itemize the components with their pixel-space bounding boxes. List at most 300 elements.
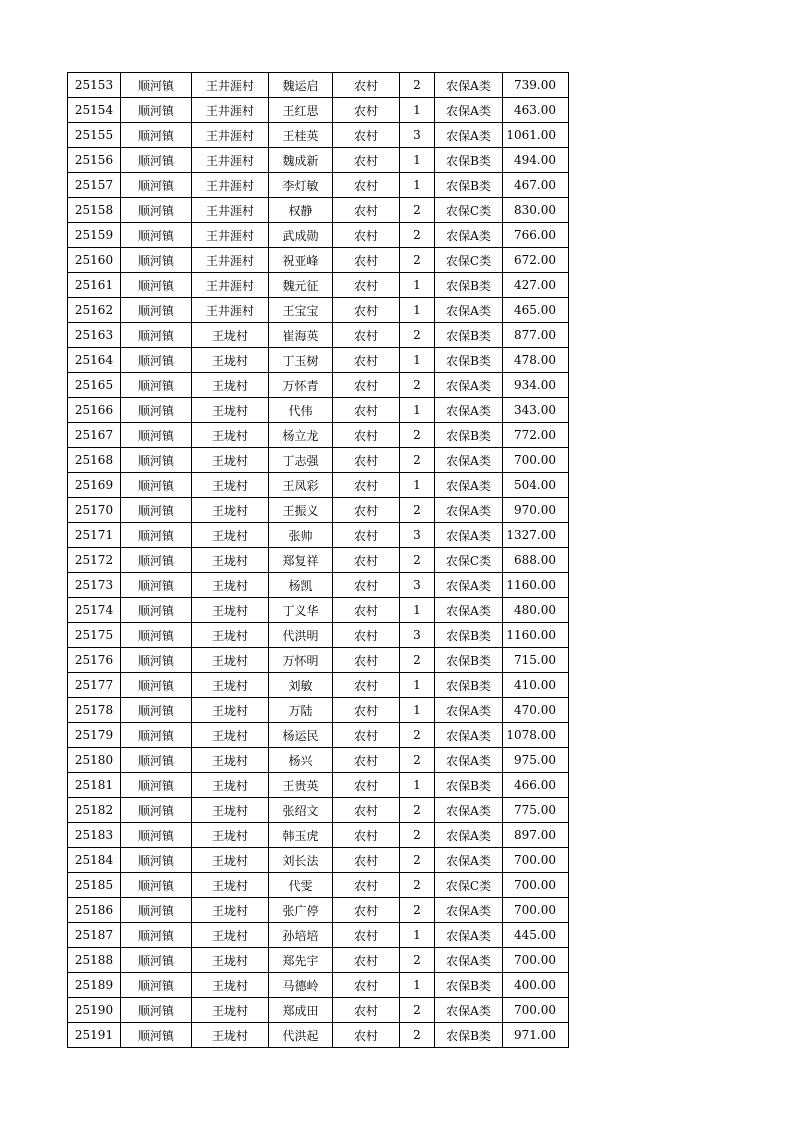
cell-town: 顺河镇 (121, 298, 192, 323)
cell-amount: 700.00 (503, 898, 569, 923)
cell-insurance-category: 农保A类 (435, 398, 503, 423)
cell-household-type: 农村 (333, 398, 400, 423)
cell-town: 顺河镇 (121, 598, 192, 623)
cell-amount: 400.00 (503, 973, 569, 998)
cell-record-id: 25182 (68, 798, 121, 823)
table-row (68, 623, 569, 648)
cell-village: 王垅村 (192, 648, 269, 673)
table-row (68, 98, 569, 123)
cell-town: 顺河镇 (121, 648, 192, 673)
table-row (68, 323, 569, 348)
cell-household-type: 农村 (333, 623, 400, 648)
cell-record-id: 25162 (68, 298, 121, 323)
cell-household-type: 农村 (333, 573, 400, 598)
cell-member-count: 2 (400, 1023, 435, 1048)
cell-amount: 1327.00 (503, 523, 569, 548)
cell-town: 顺河镇 (121, 123, 192, 148)
table-row (68, 648, 569, 673)
cell-insurance-category: 农保A类 (435, 573, 503, 598)
table-row (68, 548, 569, 573)
table-row (68, 1023, 569, 1048)
table-row (68, 148, 569, 173)
cell-person-name: 魏成新 (269, 148, 333, 173)
cell-town: 顺河镇 (121, 73, 192, 98)
cell-insurance-category: 农保B类 (435, 348, 503, 373)
table-row (68, 448, 569, 473)
cell-person-name: 刘长法 (269, 848, 333, 873)
cell-person-name: 杨立龙 (269, 423, 333, 448)
cell-village: 王垅村 (192, 798, 269, 823)
table-row (68, 298, 569, 323)
cell-member-count: 1 (400, 348, 435, 373)
cell-insurance-category: 农保A类 (435, 823, 503, 848)
cell-amount: 688.00 (503, 548, 569, 573)
cell-record-id: 25160 (68, 248, 121, 273)
cell-household-type: 农村 (333, 173, 400, 198)
table-row (68, 998, 569, 1023)
cell-member-count: 2 (400, 823, 435, 848)
cell-household-type: 农村 (333, 423, 400, 448)
cell-member-count: 1 (400, 473, 435, 498)
cell-village: 王井涯村 (192, 148, 269, 173)
cell-person-name: 丁义华 (269, 598, 333, 623)
cell-household-type: 农村 (333, 523, 400, 548)
cell-person-name: 王凤彩 (269, 473, 333, 498)
cell-household-type: 农村 (333, 98, 400, 123)
cell-person-name: 权静 (269, 198, 333, 223)
cell-town: 顺河镇 (121, 448, 192, 473)
cell-town: 顺河镇 (121, 823, 192, 848)
cell-household-type: 农村 (333, 373, 400, 398)
cell-village: 王垅村 (192, 448, 269, 473)
cell-amount: 494.00 (503, 148, 569, 173)
cell-town: 顺河镇 (121, 798, 192, 823)
cell-record-id: 25159 (68, 223, 121, 248)
cell-village: 王垅村 (192, 423, 269, 448)
cell-record-id: 25172 (68, 548, 121, 573)
table-row (68, 798, 569, 823)
cell-amount: 971.00 (503, 1023, 569, 1048)
cell-town: 顺河镇 (121, 898, 192, 923)
cell-insurance-category: 农保C类 (435, 248, 503, 273)
cell-town: 顺河镇 (121, 973, 192, 998)
cell-amount: 466.00 (503, 773, 569, 798)
cell-member-count: 2 (400, 873, 435, 898)
cell-household-type: 农村 (333, 748, 400, 773)
cell-town: 顺河镇 (121, 948, 192, 973)
cell-member-count: 3 (400, 123, 435, 148)
cell-town: 顺河镇 (121, 523, 192, 548)
cell-household-type: 农村 (333, 223, 400, 248)
cell-insurance-category: 农保B类 (435, 173, 503, 198)
cell-village: 王垅村 (192, 898, 269, 923)
cell-record-id: 25186 (68, 898, 121, 923)
cell-insurance-category: 农保A类 (435, 498, 503, 523)
cell-member-count: 2 (400, 948, 435, 973)
cell-town: 顺河镇 (121, 998, 192, 1023)
cell-village: 王垅村 (192, 998, 269, 1023)
cell-record-id: 25189 (68, 973, 121, 998)
cell-town: 顺河镇 (121, 198, 192, 223)
cell-record-id: 25187 (68, 923, 121, 948)
table-row (68, 748, 569, 773)
cell-town: 顺河镇 (121, 423, 192, 448)
cell-insurance-category: 农保B类 (435, 648, 503, 673)
cell-town: 顺河镇 (121, 323, 192, 348)
cell-amount: 480.00 (503, 598, 569, 623)
cell-amount: 465.00 (503, 298, 569, 323)
table-row (68, 398, 569, 423)
table-row (68, 673, 569, 698)
cell-amount: 830.00 (503, 198, 569, 223)
cell-insurance-category: 农保A类 (435, 898, 503, 923)
cell-member-count: 1 (400, 973, 435, 998)
cell-record-id: 25163 (68, 323, 121, 348)
table-row (68, 698, 569, 723)
cell-household-type: 农村 (333, 998, 400, 1023)
cell-member-count: 2 (400, 998, 435, 1023)
cell-amount: 700.00 (503, 948, 569, 973)
cell-person-name: 丁玉树 (269, 348, 333, 373)
cell-amount: 970.00 (503, 498, 569, 523)
cell-record-id: 25170 (68, 498, 121, 523)
cell-member-count: 1 (400, 923, 435, 948)
cell-household-type: 农村 (333, 448, 400, 473)
cell-amount: 1160.00 (503, 623, 569, 648)
cell-town: 顺河镇 (121, 548, 192, 573)
cell-person-name: 王红思 (269, 98, 333, 123)
cell-village: 王垅村 (192, 323, 269, 348)
cell-town: 顺河镇 (121, 223, 192, 248)
cell-town: 顺河镇 (121, 98, 192, 123)
cell-person-name: 王贵英 (269, 773, 333, 798)
cell-member-count: 2 (400, 848, 435, 873)
cell-town: 顺河镇 (121, 148, 192, 173)
cell-town: 顺河镇 (121, 848, 192, 873)
cell-record-id: 25190 (68, 998, 121, 1023)
cell-member-count: 1 (400, 598, 435, 623)
cell-person-name: 万陆 (269, 698, 333, 723)
cell-record-id: 25184 (68, 848, 121, 873)
cell-insurance-category: 农保A类 (435, 698, 503, 723)
cell-insurance-category: 农保A类 (435, 223, 503, 248)
cell-insurance-category: 农保C类 (435, 548, 503, 573)
cell-member-count: 2 (400, 648, 435, 673)
cell-amount: 766.00 (503, 223, 569, 248)
cell-member-count: 1 (400, 298, 435, 323)
cell-household-type: 农村 (333, 873, 400, 898)
cell-record-id: 25167 (68, 423, 121, 448)
cell-amount: 1078.00 (503, 723, 569, 748)
cell-insurance-category: 农保A类 (435, 998, 503, 1023)
cell-record-id: 25176 (68, 648, 121, 673)
cell-person-name: 丁志强 (269, 448, 333, 473)
cell-member-count: 2 (400, 73, 435, 98)
cell-amount: 897.00 (503, 823, 569, 848)
cell-village: 王井涯村 (192, 248, 269, 273)
cell-member-count: 1 (400, 398, 435, 423)
cell-person-name: 王宝宝 (269, 298, 333, 323)
table-row (68, 123, 569, 148)
table-row (68, 923, 569, 948)
cell-household-type: 农村 (333, 798, 400, 823)
cell-record-id: 25155 (68, 123, 121, 148)
cell-member-count: 1 (400, 273, 435, 298)
cell-village: 王井涯村 (192, 273, 269, 298)
cell-member-count: 1 (400, 673, 435, 698)
cell-town: 顺河镇 (121, 373, 192, 398)
cell-amount: 700.00 (503, 448, 569, 473)
table-row (68, 573, 569, 598)
cell-amount: 463.00 (503, 98, 569, 123)
cell-person-name: 杨凯 (269, 573, 333, 598)
cell-person-name: 杨运民 (269, 723, 333, 748)
cell-person-name: 韩玉虎 (269, 823, 333, 848)
cell-household-type: 农村 (333, 948, 400, 973)
cell-insurance-category: 农保C类 (435, 873, 503, 898)
cell-insurance-category: 农保A类 (435, 598, 503, 623)
cell-amount: 739.00 (503, 73, 569, 98)
cell-person-name: 祝亚峰 (269, 248, 333, 273)
cell-insurance-category: 农保A类 (435, 123, 503, 148)
cell-member-count: 3 (400, 623, 435, 648)
cell-amount: 775.00 (503, 798, 569, 823)
table-row (68, 348, 569, 373)
cell-person-name: 刘敏 (269, 673, 333, 698)
cell-village: 王井涯村 (192, 73, 269, 98)
cell-record-id: 25185 (68, 873, 121, 898)
cell-household-type: 农村 (333, 323, 400, 348)
cell-household-type: 农村 (333, 73, 400, 98)
cell-amount: 715.00 (503, 648, 569, 673)
table-row (68, 498, 569, 523)
cell-amount: 504.00 (503, 473, 569, 498)
cell-person-name: 武成勋 (269, 223, 333, 248)
cell-village: 王垅村 (192, 473, 269, 498)
cell-insurance-category: 农保B类 (435, 973, 503, 998)
cell-member-count: 3 (400, 573, 435, 598)
cell-record-id: 25188 (68, 948, 121, 973)
cell-insurance-category: 农保A类 (435, 923, 503, 948)
table-row (68, 773, 569, 798)
cell-member-count: 2 (400, 898, 435, 923)
table-row (68, 223, 569, 248)
cell-village: 王垅村 (192, 348, 269, 373)
cell-insurance-category: 农保B类 (435, 773, 503, 798)
cell-household-type: 农村 (333, 548, 400, 573)
cell-member-count: 1 (400, 98, 435, 123)
cell-record-id: 25161 (68, 273, 121, 298)
cell-household-type: 农村 (333, 298, 400, 323)
cell-household-type: 农村 (333, 1023, 400, 1048)
cell-person-name: 万怀青 (269, 373, 333, 398)
cell-village: 王井涯村 (192, 198, 269, 223)
cell-amount: 934.00 (503, 373, 569, 398)
cell-village: 王垅村 (192, 548, 269, 573)
cell-village: 王垅村 (192, 773, 269, 798)
cell-person-name: 孙培培 (269, 923, 333, 948)
cell-village: 王井涯村 (192, 173, 269, 198)
cell-member-count: 2 (400, 373, 435, 398)
cell-record-id: 25173 (68, 573, 121, 598)
cell-member-count: 2 (400, 548, 435, 573)
cell-insurance-category: 农保B类 (435, 673, 503, 698)
cell-village: 王垅村 (192, 723, 269, 748)
cell-member-count: 2 (400, 423, 435, 448)
cell-household-type: 农村 (333, 698, 400, 723)
cell-village: 王垅村 (192, 1023, 269, 1048)
cell-person-name: 万怀明 (269, 648, 333, 673)
cell-village: 王垅村 (192, 398, 269, 423)
cell-amount: 1160.00 (503, 573, 569, 598)
records-table (67, 72, 569, 1048)
cell-amount: 1061.00 (503, 123, 569, 148)
cell-member-count: 2 (400, 248, 435, 273)
cell-village: 王垅村 (192, 698, 269, 723)
cell-household-type: 农村 (333, 498, 400, 523)
cell-record-id: 25177 (68, 673, 121, 698)
cell-person-name: 杨兴 (269, 748, 333, 773)
cell-member-count: 1 (400, 698, 435, 723)
cell-village: 王垅村 (192, 923, 269, 948)
cell-person-name: 王振义 (269, 498, 333, 523)
cell-village: 王垅村 (192, 848, 269, 873)
cell-person-name: 代雯 (269, 873, 333, 898)
cell-village: 王垅村 (192, 623, 269, 648)
cell-member-count: 2 (400, 448, 435, 473)
cell-town: 顺河镇 (121, 1023, 192, 1048)
cell-village: 王垅村 (192, 748, 269, 773)
cell-record-id: 25181 (68, 773, 121, 798)
table-row (68, 723, 569, 748)
cell-household-type: 农村 (333, 973, 400, 998)
cell-town: 顺河镇 (121, 698, 192, 723)
cell-amount: 700.00 (503, 848, 569, 873)
cell-town: 顺河镇 (121, 623, 192, 648)
cell-household-type: 农村 (333, 148, 400, 173)
cell-person-name: 魏元征 (269, 273, 333, 298)
cell-amount: 877.00 (503, 323, 569, 348)
cell-person-name: 崔海英 (269, 323, 333, 348)
cell-village: 王垅村 (192, 823, 269, 848)
cell-amount: 410.00 (503, 673, 569, 698)
cell-insurance-category: 农保A类 (435, 298, 503, 323)
cell-insurance-category: 农保B类 (435, 423, 503, 448)
cell-insurance-category: 农保A类 (435, 73, 503, 98)
cell-record-id: 25165 (68, 373, 121, 398)
cell-insurance-category: 农保A类 (435, 723, 503, 748)
cell-town: 顺河镇 (121, 748, 192, 773)
cell-town: 顺河镇 (121, 273, 192, 298)
cell-insurance-category: 农保A类 (435, 948, 503, 973)
cell-town: 顺河镇 (121, 498, 192, 523)
cell-member-count: 2 (400, 723, 435, 748)
table-row (68, 898, 569, 923)
table-row (68, 848, 569, 873)
table-row (68, 73, 569, 98)
cell-amount: 700.00 (503, 998, 569, 1023)
cell-town: 顺河镇 (121, 248, 192, 273)
cell-member-count: 2 (400, 748, 435, 773)
cell-town: 顺河镇 (121, 923, 192, 948)
cell-member-count: 2 (400, 198, 435, 223)
cell-person-name: 张绍文 (269, 798, 333, 823)
cell-household-type: 农村 (333, 473, 400, 498)
cell-person-name: 王桂英 (269, 123, 333, 148)
table-row (68, 198, 569, 223)
cell-person-name: 马德岭 (269, 973, 333, 998)
table-row (68, 598, 569, 623)
cell-town: 顺河镇 (121, 473, 192, 498)
cell-household-type: 农村 (333, 348, 400, 373)
cell-person-name: 郑复祥 (269, 548, 333, 573)
cell-village: 王垅村 (192, 948, 269, 973)
cell-record-id: 25156 (68, 148, 121, 173)
cell-insurance-category: 农保A类 (435, 373, 503, 398)
cell-household-type: 农村 (333, 848, 400, 873)
cell-village: 王垅村 (192, 498, 269, 523)
cell-village: 王井涯村 (192, 223, 269, 248)
cell-member-count: 2 (400, 798, 435, 823)
cell-insurance-category: 农保A类 (435, 448, 503, 473)
cell-person-name: 郑先宇 (269, 948, 333, 973)
cell-record-id: 25168 (68, 448, 121, 473)
table-row (68, 473, 569, 498)
cell-town: 顺河镇 (121, 398, 192, 423)
cell-record-id: 25191 (68, 1023, 121, 1048)
cell-insurance-category: 农保A类 (435, 848, 503, 873)
cell-town: 顺河镇 (121, 723, 192, 748)
cell-amount: 467.00 (503, 173, 569, 198)
cell-member-count: 2 (400, 498, 435, 523)
cell-household-type: 农村 (333, 248, 400, 273)
cell-person-name: 代伟 (269, 398, 333, 423)
cell-village: 王垅村 (192, 523, 269, 548)
table-row (68, 823, 569, 848)
cell-amount: 772.00 (503, 423, 569, 448)
cell-household-type: 农村 (333, 773, 400, 798)
table-row (68, 523, 569, 548)
cell-household-type: 农村 (333, 673, 400, 698)
cell-household-type: 农村 (333, 898, 400, 923)
cell-village: 王垅村 (192, 873, 269, 898)
cell-record-id: 25178 (68, 698, 121, 723)
cell-member-count: 1 (400, 148, 435, 173)
table-row (68, 948, 569, 973)
table-row (68, 173, 569, 198)
cell-household-type: 农村 (333, 123, 400, 148)
cell-record-id: 25157 (68, 173, 121, 198)
cell-insurance-category: 农保A类 (435, 748, 503, 773)
cell-amount: 427.00 (503, 273, 569, 298)
cell-town: 顺河镇 (121, 173, 192, 198)
cell-member-count: 2 (400, 223, 435, 248)
cell-record-id: 25154 (68, 98, 121, 123)
cell-amount: 975.00 (503, 748, 569, 773)
cell-village: 王垅村 (192, 598, 269, 623)
cell-person-name: 李灯敏 (269, 173, 333, 198)
cell-insurance-category: 农保A类 (435, 523, 503, 548)
cell-amount: 470.00 (503, 698, 569, 723)
cell-insurance-category: 农保B类 (435, 148, 503, 173)
cell-member-count: 1 (400, 173, 435, 198)
cell-household-type: 农村 (333, 923, 400, 948)
cell-insurance-category: 农保B类 (435, 623, 503, 648)
table-row (68, 423, 569, 448)
cell-insurance-category: 农保A类 (435, 98, 503, 123)
cell-record-id: 25153 (68, 73, 121, 98)
cell-record-id: 25169 (68, 473, 121, 498)
